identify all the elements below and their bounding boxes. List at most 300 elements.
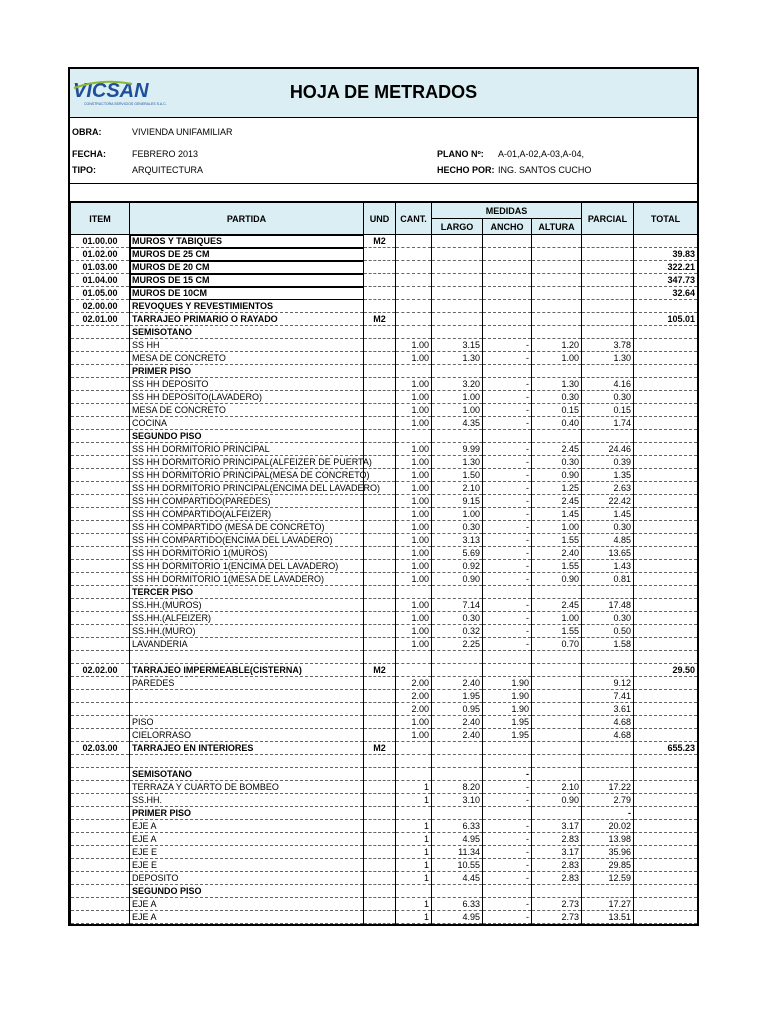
table-row — [71, 339, 698, 352]
cell-item — [71, 846, 130, 859]
cell-total — [634, 339, 698, 352]
cell-largo — [432, 287, 483, 300]
cell-parcial: 0.30 — [582, 612, 634, 625]
cell-altura — [532, 651, 582, 664]
cell-cant: 1 — [396, 781, 432, 794]
cell-cant: 1 — [396, 872, 432, 885]
cell-ancho — [483, 248, 532, 261]
cell-largo — [432, 274, 483, 287]
table-row — [71, 378, 698, 391]
cell-und — [364, 300, 396, 313]
cell-parcial: 1.74 — [582, 417, 634, 430]
cell-und — [364, 872, 396, 885]
cell-altura: 1.55 — [532, 625, 582, 638]
cell-cant — [396, 807, 432, 820]
cell-altura: 1.00 — [532, 352, 582, 365]
cell-partida: EJE A — [130, 820, 364, 833]
cell-partida: SS.HH.(MUROS) — [130, 599, 364, 612]
cell-ancho: - — [483, 495, 532, 508]
cell-largo: 4.95 — [432, 911, 483, 924]
cell-item — [71, 521, 130, 534]
cell-parcial — [582, 651, 634, 664]
cell-partida: SEGUNDO PISO — [130, 430, 364, 443]
cell-item — [71, 911, 130, 924]
cell-altura — [532, 677, 582, 690]
cell-und — [364, 651, 396, 664]
cell-parcial: 13.98 — [582, 833, 634, 846]
col-altura: ALTURA — [532, 219, 582, 235]
cell-ancho — [483, 313, 532, 326]
cell-total — [634, 547, 698, 560]
cell-item — [71, 833, 130, 846]
cell-ancho — [483, 365, 532, 378]
cell-partida: REVOQUES Y REVESTIMIENTOS — [130, 300, 364, 313]
cell-largo: 3.10 — [432, 794, 483, 807]
cell-total — [634, 469, 698, 482]
table-row — [71, 313, 698, 326]
cell-altura: 2.45 — [532, 495, 582, 508]
cell-item: 02.01.00 — [71, 313, 130, 326]
cell-partida: EJE E — [130, 859, 364, 872]
cell-largo: 1.95 — [432, 690, 483, 703]
cell-altura: 2.10 — [532, 781, 582, 794]
cell-altura — [532, 807, 582, 820]
cell-largo: 0.32 — [432, 625, 483, 638]
cell-altura: 2.83 — [532, 859, 582, 872]
table-body — [71, 235, 698, 924]
cell-item — [71, 755, 130, 768]
table-row — [71, 846, 698, 859]
cell-und — [364, 638, 396, 651]
cell-partida: MUROS DE 20 CM — [130, 261, 364, 274]
blank-row — [70, 184, 697, 202]
cell-partida: SS.HH. — [130, 794, 364, 807]
cell-item — [71, 638, 130, 651]
cell-item — [71, 651, 130, 664]
cell-item — [71, 716, 130, 729]
table-row — [71, 872, 698, 885]
cell-item — [71, 495, 130, 508]
cell-total — [634, 612, 698, 625]
table-row — [71, 469, 698, 482]
cell-parcial: 29.85 — [582, 859, 634, 872]
cell-total — [634, 326, 698, 339]
cell-cant: 1.00 — [396, 716, 432, 729]
cell-largo — [432, 885, 483, 898]
cell-parcial — [582, 261, 634, 274]
cell-partida: SS HH DORMITORIO PRINCIPAL — [130, 443, 364, 456]
cell-altura: 2.73 — [532, 898, 582, 911]
table-row — [71, 495, 698, 508]
cell-largo: 10.55 — [432, 859, 483, 872]
cell-und — [364, 261, 396, 274]
cell-und — [364, 404, 396, 417]
cell-altura: 1.00 — [532, 612, 582, 625]
cell-und — [364, 534, 396, 547]
cell-largo — [432, 430, 483, 443]
cell-largo: 0.90 — [432, 573, 483, 586]
cell-item — [71, 599, 130, 612]
cell-ancho — [483, 885, 532, 898]
cell-und — [364, 911, 396, 924]
cell-item — [71, 352, 130, 365]
cell-cant — [396, 326, 432, 339]
cell-item — [71, 625, 130, 638]
cell-und — [364, 417, 396, 430]
cell-parcial: 17.48 — [582, 599, 634, 612]
cell-und: M2 — [364, 742, 396, 755]
table-row — [71, 755, 698, 768]
cell-largo: 11.34 — [432, 846, 483, 859]
cell-total — [634, 573, 698, 586]
cell-parcial — [582, 430, 634, 443]
cell-altura: 2.73 — [532, 911, 582, 924]
cell-ancho — [483, 300, 532, 313]
cell-largo — [432, 768, 483, 781]
table-row — [71, 677, 698, 690]
cell-ancho: - — [483, 846, 532, 859]
cell-ancho: - — [483, 638, 532, 651]
cell-ancho — [483, 807, 532, 820]
cell-parcial: 2.79 — [582, 794, 634, 807]
cell-largo: 3.20 — [432, 378, 483, 391]
cell-item — [71, 781, 130, 794]
table-row — [71, 508, 698, 521]
fecha-value: FEBRERO 2013 — [132, 149, 199, 159]
cell-item — [71, 534, 130, 547]
cell-partida: MUROS DE 25 CM — [130, 248, 364, 261]
plano-value: A-01,A-02,A-03,A-04, — [498, 149, 585, 159]
cell-altura — [532, 261, 582, 274]
cell-und — [364, 690, 396, 703]
cell-item — [71, 586, 130, 599]
cell-item — [71, 365, 130, 378]
table-row — [71, 898, 698, 911]
cell-partida: SS HH DEPOSITO — [130, 378, 364, 391]
cell-cant: 1 — [396, 911, 432, 924]
cell-ancho: - — [483, 599, 532, 612]
cell-item — [71, 885, 130, 898]
cell-total — [634, 729, 698, 742]
cell-total — [634, 625, 698, 638]
cell-altura — [532, 690, 582, 703]
cell-partida: EJE A — [130, 911, 364, 924]
cell-item — [71, 573, 130, 586]
cell-item — [71, 547, 130, 560]
cell-und — [364, 430, 396, 443]
cell-ancho: - — [483, 560, 532, 573]
cell-cant — [396, 430, 432, 443]
cell-total — [634, 833, 698, 846]
table-row — [71, 729, 698, 742]
obra-value: VIVIENDA UNIFAMILIAR — [132, 127, 233, 137]
cell-partida: SEMISOTANO — [130, 326, 364, 339]
cell-und — [364, 339, 396, 352]
cell-largo: 0.30 — [432, 521, 483, 534]
cell-partida: PISO — [130, 716, 364, 729]
cell-total: 39.83 — [634, 248, 698, 261]
cell-partida: MUROS DE 15 CM — [130, 274, 364, 287]
cell-ancho: - — [483, 508, 532, 521]
cell-und — [364, 508, 396, 521]
cell-total — [634, 703, 698, 716]
cell-ancho: - — [483, 625, 532, 638]
cell-largo: 0.92 — [432, 560, 483, 573]
cell-altura — [532, 326, 582, 339]
tipo-value: ARQUITECTURA — [132, 165, 204, 175]
cell-largo — [432, 261, 483, 274]
cell-partida: SS HH DORMITORIO PRINCIPAL(ALFEIZER DE PUERTA) — [130, 456, 364, 469]
cell-ancho: - — [483, 547, 532, 560]
hecho-value: ING. SANTOS CUCHO — [498, 165, 592, 175]
cell-cant: 1.00 — [396, 534, 432, 547]
cell-total — [634, 378, 698, 391]
cell-ancho: - — [483, 456, 532, 469]
cell-largo: 4.45 — [432, 872, 483, 885]
cell-ancho: - — [483, 417, 532, 430]
cell-parcial: 2.63 — [582, 482, 634, 495]
cell-item — [71, 794, 130, 807]
cell-und — [364, 326, 396, 339]
cell-total — [634, 677, 698, 690]
cell-total — [634, 768, 698, 781]
cell-largo: 1.00 — [432, 508, 483, 521]
cell-cant: 1.00 — [396, 404, 432, 417]
cell-item — [71, 898, 130, 911]
cell-und — [364, 560, 396, 573]
cell-ancho: - — [483, 404, 532, 417]
cell-und — [364, 599, 396, 612]
cell-und — [364, 287, 396, 300]
cell-partida: MUROS DE 10CM — [130, 287, 364, 300]
cell-parcial: 17.27 — [582, 898, 634, 911]
cell-altura — [532, 768, 582, 781]
cell-largo: 1.30 — [432, 456, 483, 469]
cell-und — [364, 768, 396, 781]
cell-partida: EJE A — [130, 898, 364, 911]
cell-item — [71, 703, 130, 716]
table-row — [71, 781, 698, 794]
cell-ancho: - — [483, 612, 532, 625]
cell-parcial: 17.22 — [582, 781, 634, 794]
cell-total — [634, 638, 698, 651]
cell-altura: 1.45 — [532, 508, 582, 521]
cell-parcial: 4.16 — [582, 378, 634, 391]
cell-und — [364, 612, 396, 625]
cell-ancho — [483, 742, 532, 755]
cell-partida: PRIMER PISO — [130, 807, 364, 820]
cell-item — [71, 872, 130, 885]
cell-item — [71, 690, 130, 703]
table-row — [71, 326, 698, 339]
cell-und — [364, 443, 396, 456]
cell-und — [364, 352, 396, 365]
cell-cant — [396, 235, 432, 248]
cell-und — [364, 833, 396, 846]
table-row — [71, 638, 698, 651]
table-row — [71, 248, 698, 261]
cell-und — [364, 716, 396, 729]
cell-parcial: 4.68 — [582, 716, 634, 729]
cell-cant: 1.00 — [396, 339, 432, 352]
cell-parcial — [582, 235, 634, 248]
cell-altura: 0.30 — [532, 391, 582, 404]
cell-cant — [396, 261, 432, 274]
cell-ancho — [483, 326, 532, 339]
cell-parcial: 1.45 — [582, 508, 634, 521]
cell-total — [634, 885, 698, 898]
cell-ancho — [483, 274, 532, 287]
cell-ancho — [483, 430, 532, 443]
cell-cant — [396, 742, 432, 755]
cell-und — [364, 586, 396, 599]
cell-largo: 0.30 — [432, 612, 483, 625]
cell-parcial: 9.12 — [582, 677, 634, 690]
cell-cant — [396, 768, 432, 781]
cell-parcial: 0.15 — [582, 404, 634, 417]
cell-total — [634, 872, 698, 885]
cell-altura: 1.00 — [532, 521, 582, 534]
cell-parcial: 12.59 — [582, 872, 634, 885]
cell-altura: 0.90 — [532, 469, 582, 482]
cell-altura: 0.70 — [532, 638, 582, 651]
cell-cant: 1.00 — [396, 729, 432, 742]
cell-und — [364, 898, 396, 911]
table-row — [71, 287, 698, 300]
cell-partida: SS HH COMPARTIDO(ALFEIZER) — [130, 508, 364, 521]
cell-altura: 2.83 — [532, 833, 582, 846]
cell-und — [364, 248, 396, 261]
cell-largo: 6.33 — [432, 898, 483, 911]
cell-item — [71, 430, 130, 443]
cell-altura: 3.17 — [532, 846, 582, 859]
cell-ancho: - — [483, 521, 532, 534]
cell-partida — [130, 651, 364, 664]
cell-partida: DEPOSITO — [130, 872, 364, 885]
col-ancho: ANCHO — [483, 219, 532, 235]
table-row — [71, 690, 698, 703]
cell-ancho: - — [483, 833, 532, 846]
cell-und — [364, 781, 396, 794]
cell-ancho — [483, 287, 532, 300]
cell-partida: EJE A — [130, 833, 364, 846]
page-title: HOJA DE METRADOS — [289, 82, 478, 102]
col-partida: PARTIDA — [130, 203, 364, 235]
cell-parcial: 0.39 — [582, 456, 634, 469]
table-row — [71, 547, 698, 560]
table-row — [71, 807, 698, 820]
cell-total — [634, 586, 698, 599]
table-row — [71, 521, 698, 534]
cell-parcial: 1.43 — [582, 560, 634, 573]
cell-cant: 1.00 — [396, 612, 432, 625]
table-row — [71, 417, 698, 430]
cell-parcial: 4.85 — [582, 534, 634, 547]
cell-altura: 0.40 — [532, 417, 582, 430]
cell-item: 01.00.00 — [71, 235, 130, 248]
cell-largo — [432, 651, 483, 664]
cell-altura — [532, 755, 582, 768]
cell-item: 01.02.00 — [71, 248, 130, 261]
cell-und — [364, 755, 396, 768]
cell-cant — [396, 300, 432, 313]
cell-ancho: - — [483, 339, 532, 352]
cell-parcial: 35.96 — [582, 846, 634, 859]
cell-cant: 1.00 — [396, 625, 432, 638]
cell-ancho: - — [483, 443, 532, 456]
cell-largo — [432, 313, 483, 326]
cell-altura — [532, 274, 582, 287]
cell-partida: SS.HH.(ALFEIZER) — [130, 612, 364, 625]
cell-ancho: 1.95 — [483, 716, 532, 729]
cell-total: 105.01 — [634, 313, 698, 326]
cell-und: M2 — [364, 664, 396, 677]
cell-ancho: - — [483, 469, 532, 482]
table-row — [71, 352, 698, 365]
cell-total: 29.50 — [634, 664, 698, 677]
cell-largo: 1.00 — [432, 404, 483, 417]
cell-largo: 1.50 — [432, 469, 483, 482]
cell-total — [634, 859, 698, 872]
cell-parcial — [582, 313, 634, 326]
cell-und — [364, 625, 396, 638]
cell-partida: MUROS Y TABIQUES — [130, 235, 364, 248]
cell-item: 02.00.00 — [71, 300, 130, 313]
cell-largo — [432, 755, 483, 768]
cell-altura — [532, 248, 582, 261]
cell-und — [364, 547, 396, 560]
cell-partida: SS HH — [130, 339, 364, 352]
cell-cant: 1.00 — [396, 443, 432, 456]
cell-und — [364, 677, 396, 690]
cell-partida: PRIMER PISO — [130, 365, 364, 378]
cell-item — [71, 560, 130, 573]
cell-parcial: 0.50 — [582, 625, 634, 638]
cell-largo: 2.10 — [432, 482, 483, 495]
cell-largo — [432, 586, 483, 599]
table-row — [71, 820, 698, 833]
table-row — [71, 794, 698, 807]
cell-cant — [396, 313, 432, 326]
cell-item — [71, 456, 130, 469]
cell-parcial: 4.68 — [582, 729, 634, 742]
cell-partida: TERRAZA Y CUARTO DE BOMBEO — [130, 781, 364, 794]
cell-ancho: - — [483, 794, 532, 807]
cell-largo — [432, 248, 483, 261]
cell-total — [634, 911, 698, 924]
cell-largo: 0.95 — [432, 703, 483, 716]
table-row — [71, 768, 698, 781]
cell-partida: SS HH COMPARTIDO(PAREDES) — [130, 495, 364, 508]
cell-total — [634, 534, 698, 547]
cell-total — [634, 898, 698, 911]
cell-cant: 1.00 — [396, 456, 432, 469]
cell-altura — [532, 729, 582, 742]
cell-parcial — [582, 274, 634, 287]
table-row — [71, 651, 698, 664]
cell-altura — [532, 365, 582, 378]
cell-partida: CIELORRASO — [130, 729, 364, 742]
cell-cant: 1 — [396, 846, 432, 859]
col-medidas: MEDIDAS — [432, 203, 582, 219]
cell-largo — [432, 807, 483, 820]
cell-total: 322.21 — [634, 261, 698, 274]
cell-total — [634, 651, 698, 664]
metrados-table — [70, 202, 698, 924]
cell-total — [634, 716, 698, 729]
table-row — [71, 300, 698, 313]
cell-ancho: - — [483, 898, 532, 911]
